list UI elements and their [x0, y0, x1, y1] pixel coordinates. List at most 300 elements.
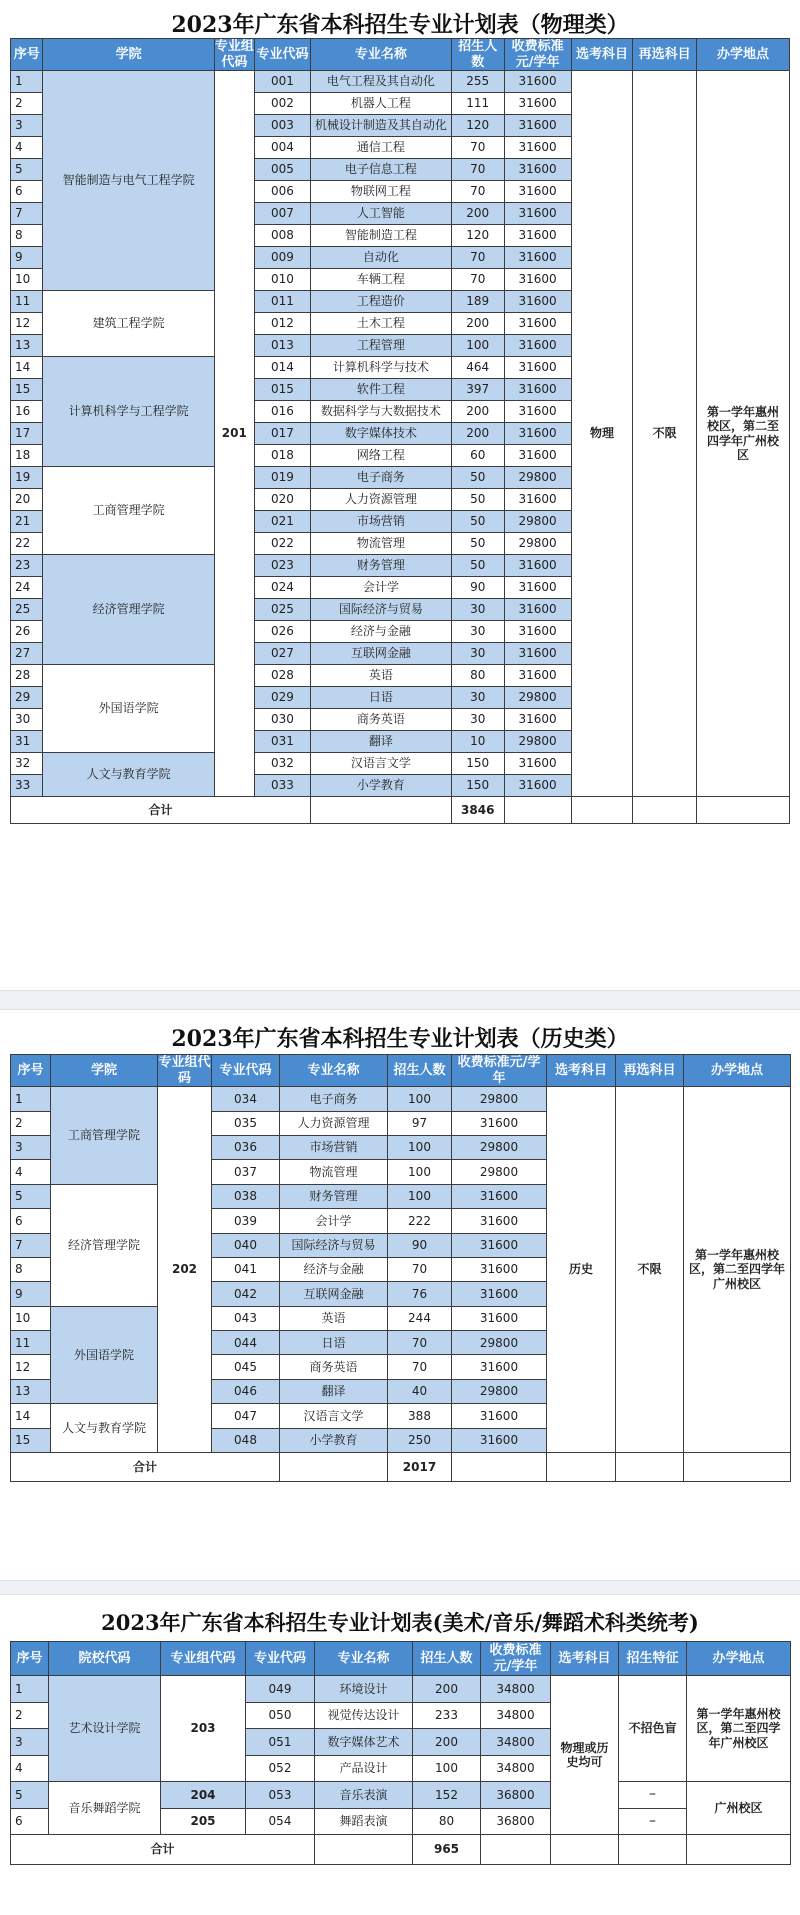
major-name: 会计学 [310, 577, 451, 599]
major-code: 022 [254, 533, 310, 555]
major-name: 日语 [280, 1331, 388, 1355]
major-name: 互联网金融 [280, 1282, 388, 1306]
major-name: 电子信息工程 [310, 159, 451, 181]
major-code: 034 [212, 1087, 280, 1111]
row-index: 10 [11, 269, 43, 291]
major-code: 018 [254, 445, 310, 467]
row-index: 29 [11, 687, 43, 709]
tuition: 31600 [452, 1282, 547, 1306]
row-index: 16 [11, 401, 43, 423]
tuition: 31600 [504, 181, 571, 203]
major-name: 财务管理 [280, 1184, 388, 1208]
total-blank [481, 1835, 551, 1865]
header-major-name: 专业名称 [315, 1642, 413, 1676]
enrollment: 50 [451, 489, 504, 511]
tuition: 29800 [504, 511, 571, 533]
tuition: 31600 [504, 753, 571, 775]
recruit-feature-dash: – [619, 1808, 687, 1835]
enrollment: 100 [388, 1160, 452, 1184]
tuition: 29800 [452, 1135, 547, 1159]
enrollment: 70 [388, 1331, 452, 1355]
major-name: 产品设计 [315, 1755, 413, 1782]
header-location: 办学地点 [697, 39, 790, 71]
header-tuition: 收费标准元/学年 [504, 39, 571, 71]
major-code: 036 [212, 1135, 280, 1159]
group-code: 203 [161, 1676, 246, 1782]
major-code: 013 [254, 335, 310, 357]
enrollment: 200 [451, 313, 504, 335]
major-code: 048 [212, 1428, 280, 1452]
major-name: 小学教育 [280, 1428, 388, 1452]
major-code: 011 [254, 291, 310, 313]
campus-location: 第一学年惠州校区，第二至四学年广州校区 [687, 1676, 791, 1782]
row-index: 3 [11, 1135, 51, 1159]
header-major-code: 专业代码 [212, 1055, 280, 1087]
row-index: 14 [11, 357, 43, 379]
tuition: 31600 [504, 203, 571, 225]
resubject: 不限 [616, 1087, 684, 1453]
row-index: 30 [11, 709, 43, 731]
arts-total-row [11, 1835, 791, 1865]
major-code: 031 [254, 731, 310, 753]
enrollment: 464 [451, 357, 504, 379]
enrollment: 50 [451, 467, 504, 489]
enrollment: 200 [451, 423, 504, 445]
header-group-code: 专业组代码 [214, 39, 254, 70]
row-index: 5 [11, 1184, 51, 1208]
tuition: 31600 [452, 1306, 547, 1330]
major-code: 043 [212, 1306, 280, 1330]
major-name: 国际经济与贸易 [280, 1233, 388, 1257]
header-location: 办学地点 [684, 1055, 791, 1087]
major-name: 商务英语 [280, 1355, 388, 1379]
header-resubject: 再选科目 [616, 1055, 684, 1087]
college-name: 智能制造与电气工程学院 [43, 71, 214, 291]
header-major-name: 专业名称 [280, 1055, 388, 1087]
tuition: 31600 [504, 401, 571, 423]
major-code: 053 [246, 1782, 315, 1809]
major-code: 035 [212, 1111, 280, 1135]
major-code: 054 [246, 1808, 315, 1835]
major-name: 市场营销 [280, 1135, 388, 1159]
row-index: 1 [11, 1087, 51, 1111]
table-row [11, 71, 790, 93]
total-label: 合计 [11, 1453, 280, 1482]
row-index: 22 [11, 533, 43, 555]
enrollment: 388 [388, 1404, 452, 1428]
enrollment: 70 [451, 159, 504, 181]
row-index: 8 [11, 1257, 51, 1281]
enrollment: 50 [451, 555, 504, 577]
tuition: 34800 [481, 1676, 551, 1703]
enrollment: 397 [451, 379, 504, 401]
total-blank [452, 1453, 547, 1482]
enrollment: 152 [413, 1782, 481, 1809]
major-code: 045 [212, 1355, 280, 1379]
tuition: 31600 [504, 93, 571, 115]
total-blank [571, 797, 633, 824]
header-index: 序号 [11, 1055, 51, 1087]
row-index: 33 [11, 775, 43, 797]
total-value: 965 [413, 1835, 481, 1865]
major-name: 计算机科学与技术 [310, 357, 451, 379]
major-code: 014 [254, 357, 310, 379]
college-name: 经济管理学院 [51, 1184, 158, 1306]
history-total-row [11, 1453, 791, 1482]
table-row [11, 1676, 791, 1703]
enrollment: 30 [451, 599, 504, 621]
major-name: 会计学 [280, 1209, 388, 1233]
enrollment: 76 [388, 1282, 452, 1306]
major-name: 国际经济与贸易 [310, 599, 451, 621]
row-index: 5 [11, 1782, 49, 1809]
major-code: 010 [254, 269, 310, 291]
row-index: 6 [11, 181, 43, 203]
major-code: 016 [254, 401, 310, 423]
major-code: 003 [254, 115, 310, 137]
header-feature: 招生特征 [619, 1642, 687, 1676]
row-index: 1 [11, 1676, 49, 1703]
tuition: 31600 [504, 599, 571, 621]
row-index: 25 [11, 599, 43, 621]
major-code: 009 [254, 247, 310, 269]
college-name: 工商管理学院 [51, 1087, 158, 1185]
major-name: 网络工程 [310, 445, 451, 467]
row-index: 24 [11, 577, 43, 599]
major-code: 046 [212, 1379, 280, 1403]
major-name: 英语 [280, 1306, 388, 1330]
total-label: 合计 [11, 1835, 315, 1865]
major-code: 033 [254, 775, 310, 797]
tuition: 31600 [452, 1355, 547, 1379]
group-code: 201 [214, 71, 254, 797]
major-code: 021 [254, 511, 310, 533]
enrollment: 244 [388, 1306, 452, 1330]
enrollment: 50 [451, 533, 504, 555]
tuition: 34800 [481, 1755, 551, 1782]
college-name: 工商管理学院 [43, 467, 214, 555]
enrollment: 70 [451, 181, 504, 203]
header-index: 序号 [11, 1642, 49, 1676]
tuition: 29800 [452, 1379, 547, 1403]
tuition: 29800 [504, 467, 571, 489]
major-name: 物联网工程 [310, 181, 451, 203]
row-index: 2 [11, 1111, 51, 1135]
tuition: 34800 [481, 1702, 551, 1729]
total-blank [619, 1835, 687, 1865]
row-index: 14 [11, 1404, 51, 1428]
major-code: 002 [254, 93, 310, 115]
row-index: 9 [11, 1282, 51, 1306]
campus-location: 第一学年惠州校区，第二至四学年广州校区 [684, 1087, 791, 1453]
major-code: 040 [212, 1233, 280, 1257]
row-index: 5 [11, 159, 43, 181]
major-name: 人工智能 [310, 203, 451, 225]
major-code: 005 [254, 159, 310, 181]
recruit-feature-dash: – [619, 1782, 687, 1809]
major-name: 工程造价 [310, 291, 451, 313]
row-index: 21 [11, 511, 43, 533]
enrollment: 70 [388, 1355, 452, 1379]
arts-panel [0, 1595, 800, 1915]
tuition: 31600 [504, 445, 571, 467]
tuition: 31600 [452, 1428, 547, 1452]
total-label: 合计 [11, 797, 311, 824]
major-name: 翻译 [280, 1379, 388, 1403]
major-name: 市场营销 [310, 511, 451, 533]
row-index: 13 [11, 335, 43, 357]
major-name: 数据科学与大数据技术 [310, 401, 451, 423]
college-name: 人文与教育学院 [43, 753, 214, 797]
major-code: 001 [254, 71, 310, 93]
header-tuition: 收费标准元/学年 [481, 1642, 551, 1676]
total-blank [504, 797, 571, 824]
row-index: 11 [11, 291, 43, 313]
major-code: 051 [246, 1729, 315, 1756]
header-enrollment: 招生人数 [413, 1642, 481, 1676]
total-blank [315, 1835, 413, 1865]
table-row [11, 1087, 791, 1111]
row-index: 11 [11, 1331, 51, 1355]
row-index: 27 [11, 643, 43, 665]
enrollment: 200 [451, 401, 504, 423]
tuition: 31600 [504, 71, 571, 93]
tuition: 31600 [504, 379, 571, 401]
exam-subject: 物理 [571, 71, 633, 797]
total-blank [280, 1453, 388, 1482]
group-code: 204 [161, 1782, 246, 1809]
row-index: 6 [11, 1209, 51, 1233]
tuition: 31600 [504, 577, 571, 599]
tuition: 31600 [504, 269, 571, 291]
major-name: 音乐表演 [315, 1782, 413, 1809]
major-name: 商务英语 [310, 709, 451, 731]
major-name: 汉语言文学 [310, 753, 451, 775]
major-code: 038 [212, 1184, 280, 1208]
header-enrollment: 招生人数 [451, 39, 504, 71]
header-school-code: 院校代码 [49, 1642, 161, 1676]
enrollment: 50 [451, 511, 504, 533]
history-panel [0, 1010, 800, 1580]
enrollment: 100 [388, 1087, 452, 1111]
tuition: 29800 [504, 687, 571, 709]
header-index: 序号 [11, 39, 43, 71]
enrollment: 200 [413, 1676, 481, 1703]
physics-title: 2023年广东省本科招生专业计划表（物理类） [171, 12, 629, 38]
campus-location: 广州校区 [687, 1782, 791, 1835]
major-code: 032 [254, 753, 310, 775]
total-blank [697, 797, 790, 824]
major-code: 017 [254, 423, 310, 445]
enrollment: 255 [451, 71, 504, 93]
enrollment: 90 [451, 577, 504, 599]
enrollment: 222 [388, 1209, 452, 1233]
major-name: 环境设计 [315, 1676, 413, 1703]
enrollment: 70 [388, 1257, 452, 1281]
major-name: 智能制造工程 [310, 225, 451, 247]
major-code: 008 [254, 225, 310, 247]
major-name: 互联网金融 [310, 643, 451, 665]
row-index: 18 [11, 445, 43, 467]
major-code: 041 [212, 1257, 280, 1281]
enrollment: 90 [388, 1233, 452, 1257]
row-index: 3 [11, 115, 43, 137]
enrollment: 100 [451, 335, 504, 357]
major-code: 015 [254, 379, 310, 401]
major-code: 025 [254, 599, 310, 621]
enrollment: 40 [388, 1379, 452, 1403]
major-code: 007 [254, 203, 310, 225]
row-index: 17 [11, 423, 43, 445]
major-name: 人力资源管理 [310, 489, 451, 511]
major-code: 042 [212, 1282, 280, 1306]
major-name: 自动化 [310, 247, 451, 269]
tuition: 31600 [504, 335, 571, 357]
row-index: 7 [11, 203, 43, 225]
total-blank [310, 797, 451, 824]
enrollment: 10 [451, 731, 504, 753]
enrollment: 233 [413, 1702, 481, 1729]
row-index: 20 [11, 489, 43, 511]
tuition: 36800 [481, 1808, 551, 1835]
exam-subject: 物理或历史均可 [551, 1676, 619, 1835]
header-subject: 选考科目 [547, 1055, 616, 1087]
history-header-row [11, 1055, 791, 1087]
college-name: 艺术设计学院 [49, 1676, 161, 1782]
row-index: 6 [11, 1808, 49, 1835]
enrollment: 70 [451, 247, 504, 269]
row-index: 2 [11, 1702, 49, 1729]
enrollment: 80 [451, 665, 504, 687]
exam-subject: 历史 [547, 1087, 616, 1453]
row-index: 9 [11, 247, 43, 269]
arts-header-row [11, 1642, 791, 1676]
enrollment: 150 [451, 775, 504, 797]
row-index: 15 [11, 1428, 51, 1452]
major-name: 物流管理 [310, 533, 451, 555]
header-college: 学院 [51, 1055, 158, 1087]
header-college: 学院 [43, 39, 214, 71]
header-major-code: 专业代码 [246, 1642, 315, 1676]
tuition: 29800 [452, 1087, 547, 1111]
header-resubject: 再选科目 [633, 39, 697, 71]
total-value: 3846 [451, 797, 504, 824]
row-index: 3 [11, 1729, 49, 1756]
college-name: 经济管理学院 [43, 555, 214, 665]
tuition: 31600 [504, 665, 571, 687]
college-name: 外国语学院 [51, 1306, 158, 1404]
header-subject: 选考科目 [571, 39, 633, 71]
major-name: 电气工程及其自动化 [310, 71, 451, 93]
major-code: 030 [254, 709, 310, 731]
enrollment: 30 [451, 709, 504, 731]
enrollment: 200 [413, 1729, 481, 1756]
major-name: 电子商务 [280, 1087, 388, 1111]
tuition: 31600 [504, 159, 571, 181]
tuition: 31600 [452, 1404, 547, 1428]
major-name: 舞蹈表演 [315, 1808, 413, 1835]
total-value: 2017 [388, 1453, 452, 1482]
tuition: 31600 [452, 1209, 547, 1233]
row-index: 4 [11, 1755, 49, 1782]
major-code: 037 [212, 1160, 280, 1184]
header-major-name: 专业名称 [310, 39, 451, 71]
tuition: 34800 [481, 1729, 551, 1756]
enrollment: 100 [413, 1755, 481, 1782]
table-row [11, 1782, 791, 1809]
tuition: 31600 [504, 137, 571, 159]
row-index: 2 [11, 93, 43, 115]
header-location: 办学地点 [687, 1642, 791, 1676]
row-index: 32 [11, 753, 43, 775]
physics-header-row [11, 39, 790, 71]
tuition: 29800 [504, 533, 571, 555]
tuition: 31600 [504, 775, 571, 797]
group-code: 205 [161, 1808, 246, 1835]
enrollment: 120 [451, 225, 504, 247]
enrollment: 97 [388, 1111, 452, 1135]
tuition: 31600 [504, 423, 571, 445]
header-group-code: 专业组代码 [158, 1055, 211, 1086]
header-group-code: 专业组代码 [161, 1642, 246, 1676]
physics-table [10, 38, 790, 824]
enrollment: 200 [451, 203, 504, 225]
enrollment: 30 [451, 621, 504, 643]
group-code: 202 [158, 1087, 212, 1453]
major-name: 日语 [310, 687, 451, 709]
major-code: 052 [246, 1755, 315, 1782]
major-code: 027 [254, 643, 310, 665]
tuition: 31600 [504, 291, 571, 313]
row-index: 7 [11, 1233, 51, 1257]
tuition: 31600 [504, 643, 571, 665]
major-code: 047 [212, 1404, 280, 1428]
major-name: 视觉传达设计 [315, 1702, 413, 1729]
major-name: 土木工程 [310, 313, 451, 335]
total-blank [551, 1835, 619, 1865]
total-blank [616, 1453, 684, 1482]
major-code: 012 [254, 313, 310, 335]
major-code: 019 [254, 467, 310, 489]
tuition: 31600 [452, 1257, 547, 1281]
major-name: 财务管理 [310, 555, 451, 577]
row-index: 10 [11, 1306, 51, 1330]
total-blank [687, 1835, 791, 1865]
major-name: 机械设计制造及其自动化 [310, 115, 451, 137]
major-code: 020 [254, 489, 310, 511]
tuition: 31600 [504, 621, 571, 643]
row-index: 23 [11, 555, 43, 577]
major-code: 029 [254, 687, 310, 709]
major-name: 经济与金融 [310, 621, 451, 643]
row-index: 15 [11, 379, 43, 401]
major-name: 机器人工程 [310, 93, 451, 115]
tuition: 31600 [452, 1111, 547, 1135]
enrollment: 80 [413, 1808, 481, 1835]
tuition: 36800 [481, 1782, 551, 1809]
row-index: 8 [11, 225, 43, 247]
major-name: 数字媒体艺术 [315, 1729, 413, 1756]
physics-total-row [11, 797, 790, 824]
major-name: 车辆工程 [310, 269, 451, 291]
row-index: 13 [11, 1379, 51, 1403]
tuition: 31600 [504, 489, 571, 511]
major-code: 049 [246, 1676, 315, 1703]
tuition: 31600 [504, 709, 571, 731]
major-name: 电子商务 [310, 467, 451, 489]
enrollment: 30 [451, 643, 504, 665]
enrollment: 250 [388, 1428, 452, 1452]
